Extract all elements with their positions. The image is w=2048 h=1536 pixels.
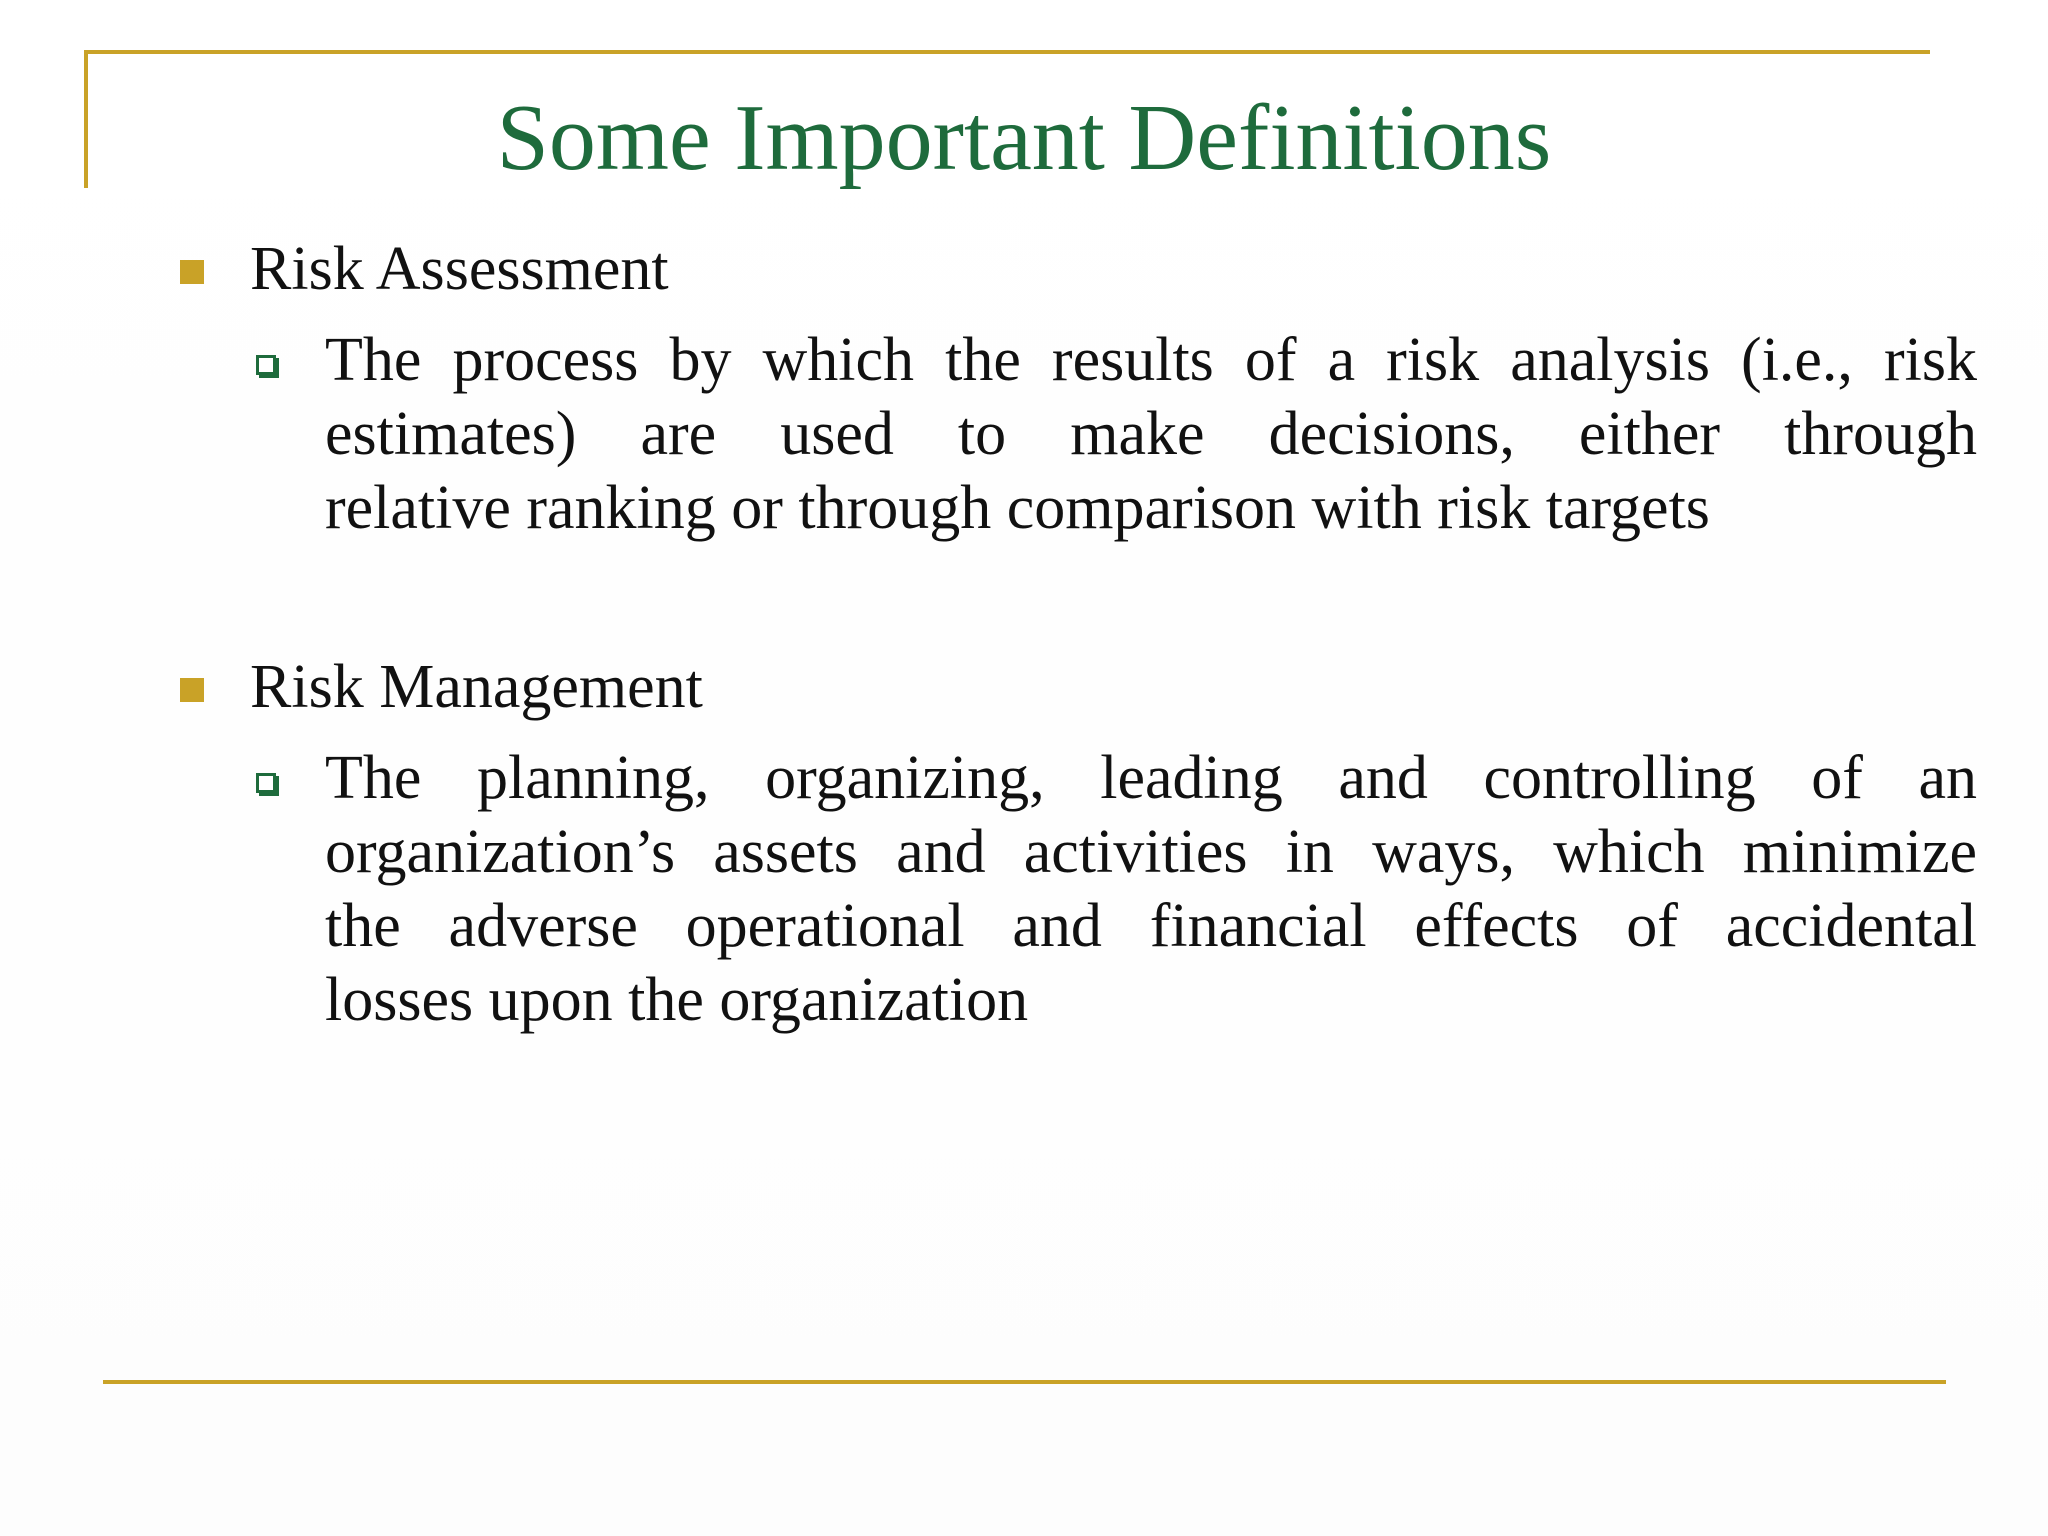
definition-risk-assessment [325, 323, 1977, 545]
square-bullet-icon [180, 260, 204, 284]
definition-line: relative ranking or through comparison with risk targets [325, 474, 1710, 542]
top-rule [84, 50, 1930, 54]
checkbox-bullet-icon [256, 355, 276, 375]
definition-line: organization’s assets and activities in ways, which minimize [325, 818, 1977, 886]
slide-title: Some Important Definitions [496, 86, 1552, 190]
definition-line: the adverse operational and financial effects of accidental [325, 892, 1977, 960]
heading-risk-assessment: Risk Assessment [250, 235, 669, 303]
square-bullet-icon [180, 678, 204, 702]
bottom-rule [103, 1380, 1946, 1384]
definition-line: estimates) are used to make decisions, either through [325, 400, 1977, 468]
definition-line: losses upon the organization [325, 966, 1029, 1034]
checkbox-bullet-icon [256, 773, 276, 793]
definition-line: The process by which the results of a risk analysis (i.e., risk [325, 326, 1977, 394]
definition-risk-management [325, 741, 1977, 1037]
heading-risk-management: Risk Management [250, 653, 703, 721]
definition-line: The planning, organizing, leading and controlling of an [325, 744, 1977, 812]
